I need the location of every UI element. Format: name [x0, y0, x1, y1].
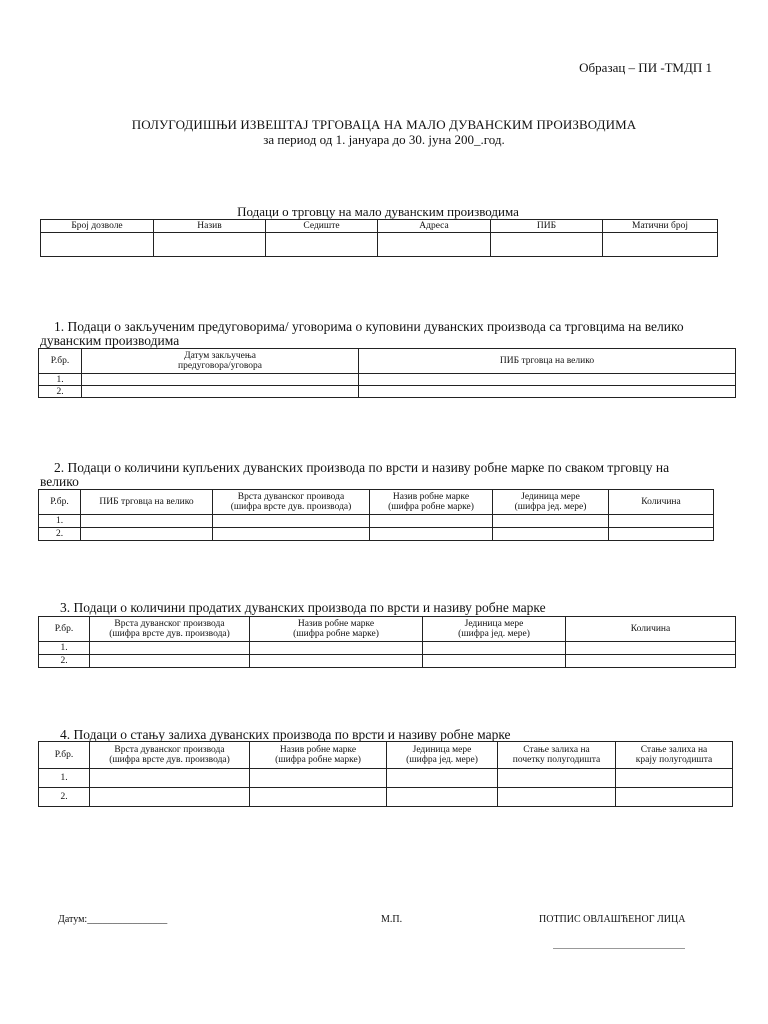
cell-brand-name[interactable] — [250, 655, 423, 668]
header-wholesaler-pib: ПИБ трговца на велико — [81, 490, 213, 515]
header-brand-name — [370, 490, 493, 515]
row-number: 1. — [39, 374, 82, 386]
header-product-type-line2: (шифра врсте дув. производа) — [230, 502, 352, 512]
section2-table — [38, 489, 714, 541]
row-number: 2. — [39, 788, 90, 807]
cell-unit[interactable] — [493, 528, 609, 541]
section2-title-cont: велико — [40, 474, 79, 489]
cell-quantity[interactable] — [566, 642, 736, 655]
header-unit-line1: Јединица мере — [412, 745, 472, 755]
cell-stock-end[interactable] — [616, 769, 733, 788]
cell-unit[interactable] — [387, 769, 498, 788]
row-number: 1. — [39, 769, 90, 788]
cell-stock-start[interactable] — [498, 769, 616, 788]
section4-title: 4. Подаци о стању залиха дуванских производа по врсти и називу робне марке — [60, 727, 511, 742]
cell-brand-name[interactable] — [250, 788, 387, 807]
header-unit-line2: (шифра јед. мере) — [514, 502, 587, 512]
header-address: Адреса — [378, 220, 491, 233]
header-unit — [493, 490, 609, 515]
cell-product-type[interactable] — [90, 655, 250, 668]
header-registration-number: Матични број — [603, 220, 718, 233]
header-quantity: Количина — [609, 490, 714, 515]
cell-product-type[interactable] — [213, 515, 370, 528]
input-pib[interactable] — [491, 233, 603, 257]
row-number: 2. — [39, 655, 90, 668]
cell-unit[interactable] — [387, 788, 498, 807]
header-brand-name-line2: (шифра робне марке) — [388, 502, 474, 512]
header-contract-date-line2: предуговора/уговора — [178, 361, 262, 371]
header-stock-start-line1: Стање залиха на — [523, 745, 590, 755]
header-product-type — [213, 490, 370, 515]
header-unit-line1: Јединица мере — [521, 492, 580, 502]
cell-unit[interactable] — [423, 642, 566, 655]
header-stock-end — [616, 742, 733, 769]
cell-product-type[interactable] — [213, 528, 370, 541]
cell-brand-name[interactable] — [370, 528, 493, 541]
form-code: Образац – ПИ -ТМДП 1 — [579, 60, 712, 75]
cell-contract-date[interactable] — [82, 374, 359, 386]
retailer-table — [40, 219, 718, 257]
cell-wholesaler-pib[interactable] — [81, 528, 213, 541]
retailer-caption: Подаци о трговцу на мало дуванским производима — [237, 204, 519, 219]
header-unit — [423, 617, 566, 642]
header-rbr: Р.бр. — [39, 617, 90, 642]
cell-wholesaler-pib[interactable] — [359, 374, 736, 386]
header-rbr: Р.бр. — [39, 349, 82, 374]
cell-contract-date[interactable] — [82, 386, 359, 398]
header-product-type — [90, 617, 250, 642]
header-brand-name — [250, 742, 387, 769]
header-pib: ПИБ — [491, 220, 603, 233]
header-name: Назив — [154, 220, 266, 233]
input-permit-number[interactable] — [41, 233, 154, 257]
section3-title: 3. Подаци о количини продатих дуванских производа по врсти и називу робне марке — [60, 600, 546, 615]
header-stock-start-line2: почетку полугодишта — [512, 755, 601, 765]
cell-stock-end[interactable] — [616, 788, 733, 807]
cell-brand-name[interactable] — [250, 642, 423, 655]
header-product-type-line1: Врста дуванског производа — [114, 745, 225, 755]
header-product-type-line2: (шифра врсте дув. производа) — [109, 629, 230, 639]
header-rbr: Р.бр. — [39, 490, 81, 515]
section2-title: 2. Подаци о количини купљених дуванских производа по врсти и називу робне марке по сваком трговцу на — [54, 460, 670, 475]
cell-quantity[interactable] — [609, 528, 714, 541]
header-wholesaler-pib: ПИБ трговца на велико — [359, 349, 736, 374]
header-brand-name-line1: Назив робне марке — [297, 619, 375, 629]
signature-label: ПОТПИС ОВЛАШЋЕНОГ ЛИЦА — [539, 914, 686, 925]
stamp-label: М.П. — [381, 914, 403, 925]
header-quantity: Количина — [566, 617, 736, 642]
period-subtitle: за период од 1. јануара до 30. јуна 200_.год. — [263, 132, 505, 147]
header-brand-name-line2: (шифра робне марке) — [293, 629, 379, 639]
cell-product-type[interactable] — [90, 788, 250, 807]
header-brand-name — [250, 617, 423, 642]
header-product-type — [90, 742, 250, 769]
header-product-type-line2: (шифра врсте дув. производа) — [109, 755, 230, 765]
header-permit-number: Број дозволе — [41, 220, 154, 233]
row-number: 2. — [39, 528, 81, 541]
signature-line[interactable] — [553, 948, 685, 949]
cell-wholesaler-pib[interactable] — [81, 515, 213, 528]
header-rbr: Р.бр. — [39, 742, 90, 769]
header-stock-end-line2: крају полугодишта — [635, 755, 713, 765]
header-product-type-line1: Врста дуванског проивода — [237, 492, 345, 502]
header-unit — [387, 742, 498, 769]
cell-product-type[interactable] — [90, 642, 250, 655]
cell-wholesaler-pib[interactable] — [359, 386, 736, 398]
input-seat[interactable] — [266, 233, 378, 257]
section1-title: 1. Подаци о закљученим предуговорима/ уговорима о куповини дуванских производа са трговцима на велико — [54, 319, 684, 334]
header-stock-end-line1: Стање залиха на — [640, 745, 708, 755]
cell-brand-name[interactable] — [370, 515, 493, 528]
header-brand-name-line1: Назив робне марке — [279, 745, 357, 755]
header-brand-name-line2: (шифра робне марке) — [275, 755, 361, 765]
section3-table — [38, 616, 736, 668]
section4-table — [38, 741, 733, 807]
header-product-type-line1: Врста дуванског производа — [114, 619, 225, 629]
cell-quantity[interactable] — [609, 515, 714, 528]
input-registration-number[interactable] — [603, 233, 718, 257]
cell-unit[interactable] — [423, 655, 566, 668]
header-unit-line2: (шифра јед. мере) — [406, 755, 478, 765]
date-field[interactable]: Датум:________________ — [58, 914, 168, 925]
cell-brand-name[interactable] — [250, 769, 387, 788]
header-contract-date — [82, 349, 359, 374]
row-number: 1. — [39, 642, 90, 655]
input-name[interactable] — [154, 233, 266, 257]
row-number: 2. — [39, 386, 82, 398]
header-seat: Седиште — [266, 220, 378, 233]
cell-unit[interactable] — [493, 515, 609, 528]
header-contract-date-line1: Датум закључења — [184, 351, 256, 361]
header-brand-name-line1: Назив робне марке — [392, 492, 470, 502]
input-address[interactable] — [378, 233, 491, 257]
section1-table — [38, 348, 736, 398]
header-unit-line2: (шифра јед. мере) — [458, 629, 530, 639]
cell-stock-start[interactable] — [498, 788, 616, 807]
section1-title-cont: дуванским производима — [40, 333, 180, 348]
header-unit-line1: Јединица мере — [464, 619, 524, 629]
cell-quantity[interactable] — [566, 655, 736, 668]
header-stock-start — [498, 742, 616, 769]
row-number: 1. — [39, 515, 81, 528]
document-title: ПОЛУГОДИШЊИ ИЗВЕШТАЈ ТРГОВАЦА НА МАЛО ДУВАНСКИМ ПРОИЗВОДИМА — [131, 117, 637, 132]
cell-product-type[interactable] — [90, 769, 250, 788]
